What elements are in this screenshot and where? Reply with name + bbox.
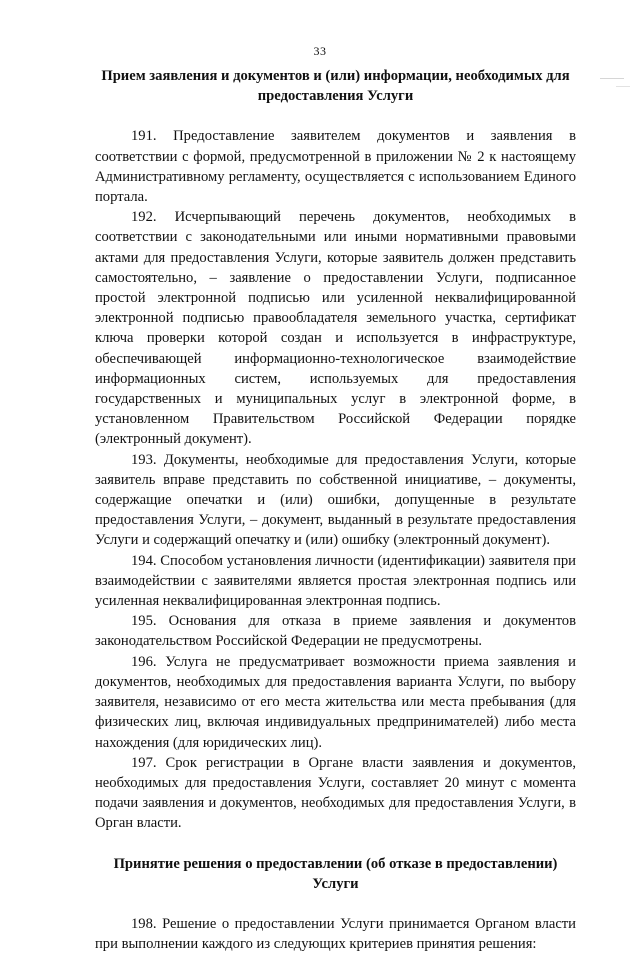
document-body — [95, 66, 576, 954]
paragraph-197: 197. Срок регистрации в Органе власти заявления и документов, необходимых для предоставления Услуги, составляет 20 минут с момента подачи заявления и документов, необходимых для предоставления Услуги, в Орган власти. — [95, 754, 576, 832]
section-heading-decision: Принятие решения о предоставлении (об отказе в предоставлении) Услуги — [113, 855, 558, 892]
paragraph-191: 191. Предоставление заявителем документов и заявления в соответствии с формой, предусмотренной в приложении № 2 к настоящему Административному регламенту, осуществляется с использованием Единого портала. — [95, 128, 576, 206]
scan-artifact — [616, 86, 630, 87]
paragraph-192: 192. Исчерпывающий перечень документов, необходимых в соответствии с законодательными или иными нормативными правовыми актами для предоставления Услуги, которые заявитель должен представить самостоятельно, – заявление о предоставлении Услуги, подписанное простой электронной подписью или усиленной неквалифицированной электронной подписью правообладателя земельного участка, сертификат ключа проверки которой создан и используется в инфраструктуре, обеспечивающей информационно-технологическое взаимодействие информационных систем, используемых для предоставления государственных и муниципальных услуг в электронной форме, в установленном Правительством Российской Федерации порядке (электронный документ). — [95, 209, 576, 448]
paragraph-193: 193. Документы, необходимые для предоставления Услуги, которые заявитель вправе представить по собственной инициативе, – документы, содержащие опечатки и (или) ошибки, допущенные в результате предоставления Услуги, – документ, выданный в результате предоставления Услуги и содержащий опечатку и (или) ошибку (электронный документ). — [95, 451, 576, 549]
scan-artifact — [600, 78, 624, 79]
paragraph-194: 194. Способом установления личности (идентификации) заявителя при взаимодействии с заявителями является простая электронная подпись или усиленная неквалифицированная электронная подпись. — [95, 552, 576, 610]
page-number: 33 — [313, 44, 327, 58]
section-heading-application-intake: Прием заявления и документов и (или) информации, необходимых для предоставления Услуги — [101, 68, 570, 105]
paragraph-195: 195. Основания для отказа в приеме заявления и документов законодательством Российской Федерации не предусмотрены. — [95, 613, 576, 650]
paragraph-198: 198. Решение о предоставлении Услуги принимается Органом власти при выполнении каждого из следующих критериев принятия решения: — [95, 915, 576, 953]
paragraph-196: 196. Услуга не предусматривает возможности приема заявления и документов, необходимых для предоставления варианта Услуги, по выбору заявителя, независимо от его места жительства или места пребывания (для физических лиц, включая индивидуальных предпринимателей) либо места нахождения (для юридических лиц). — [95, 653, 576, 751]
